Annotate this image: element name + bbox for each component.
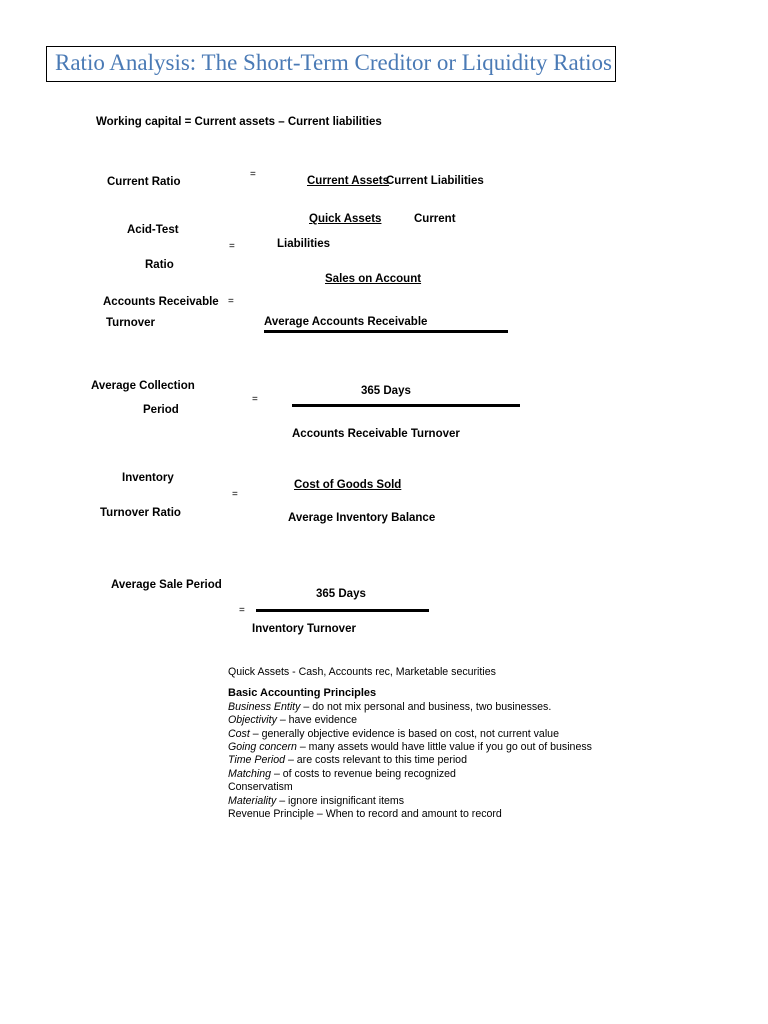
principle-term: Matching [228, 767, 271, 780]
equals-sign: = [250, 169, 256, 180]
principle-item [228, 781, 592, 794]
principle-item [228, 768, 592, 781]
ar-turnover-label-2: Turnover [106, 317, 155, 329]
ar-turnover-label-1: Accounts Receivable [103, 296, 219, 308]
fraction-bar [264, 330, 508, 333]
current-ratio-denominator: Current Liabilities [386, 175, 484, 187]
equals-sign: = [239, 605, 245, 616]
principle-item [228, 795, 592, 808]
fraction-bar [292, 404, 520, 407]
title-box [46, 46, 616, 82]
principle-item [228, 701, 592, 714]
principle-item [228, 754, 592, 767]
principle-term: Cost [228, 727, 250, 740]
avg-sale-period-numerator: 365 Days [316, 588, 366, 600]
acid-test-numerator [284, 213, 381, 225]
principle-desc: – are costs relevant to this time period [285, 754, 467, 767]
notes-block [228, 666, 592, 821]
avg-collection-denominator: Accounts Receivable Turnover [292, 428, 460, 440]
page-title: Ratio Analysis: The Short-Term Creditor or Liquidity Ratios [55, 50, 612, 75]
current-ratio-label: Current Ratio [107, 176, 181, 188]
inventory-turnover-label-2: Turnover Ratio [100, 507, 181, 519]
principle-desc: – have evidence [276, 714, 357, 727]
principles-list [228, 701, 592, 822]
equals-sign: = [229, 241, 235, 252]
principle-item [228, 808, 592, 821]
acid-test-denominator-2: Liabilities [277, 238, 331, 250]
principle-desc: – do not mix personal and business, two businesses. [300, 700, 552, 713]
avg-collection-label-1: Average Collection [91, 380, 195, 392]
inventory-turnover-numerator: Cost of Goods Sold [294, 479, 402, 491]
principle-desc: – generally objective evidence is based on cost, not current value [249, 727, 559, 740]
principle-term: Time Period [228, 754, 286, 767]
principle-desc: – ignore insignificant items [276, 794, 405, 807]
quick-assets-note: Quick Assets - Cash, Accounts rec, Marketable securities [228, 666, 496, 678]
principle-item [228, 728, 592, 741]
current-ratio-numerator: Current Assets [307, 175, 390, 187]
inventory-turnover-denominator: Average Inventory Balance [288, 512, 436, 524]
equals-sign: = [232, 489, 238, 500]
equals-sign: = [228, 296, 234, 307]
principle-desc: Revenue Principle – When to record and amount to record [228, 808, 502, 821]
acid-test-numerator-text: Quick Assets [309, 213, 382, 225]
principle-desc: – of costs to revenue being recognized [271, 767, 456, 780]
principle-term: Business Entity [228, 700, 301, 713]
ar-turnover-numerator: Sales on Account [325, 273, 422, 285]
acid-test-denominator-1: Current [414, 213, 456, 225]
ar-turnover-denominator: Average Accounts Receivable [264, 316, 428, 328]
principle-term: Objectivity [228, 714, 277, 727]
principles-heading: Basic Accounting Principles [228, 687, 377, 700]
principle-desc: Conservatism [228, 781, 293, 794]
avg-collection-label-2: Period [143, 404, 179, 416]
acid-test-label-1: Acid-Test [127, 224, 179, 236]
principle-term: Materiality [228, 794, 277, 807]
avg-sale-period-denominator: Inventory Turnover [252, 623, 356, 635]
working-capital-formula: Working capital = Current assets – Current liabilities [96, 116, 382, 128]
inventory-turnover-label-1: Inventory [122, 472, 174, 484]
principle-item [228, 741, 592, 754]
principle-desc: – many assets would have little value if you go out of business [296, 741, 592, 754]
avg-sale-period-label: Average Sale Period [111, 579, 222, 591]
fraction-bar [256, 609, 429, 612]
principle-item [228, 714, 592, 727]
avg-collection-numerator: 365 Days [361, 385, 411, 397]
equals-sign: = [252, 394, 258, 405]
acid-test-label-2: Ratio [145, 259, 174, 271]
principle-term: Going concern [228, 741, 297, 754]
